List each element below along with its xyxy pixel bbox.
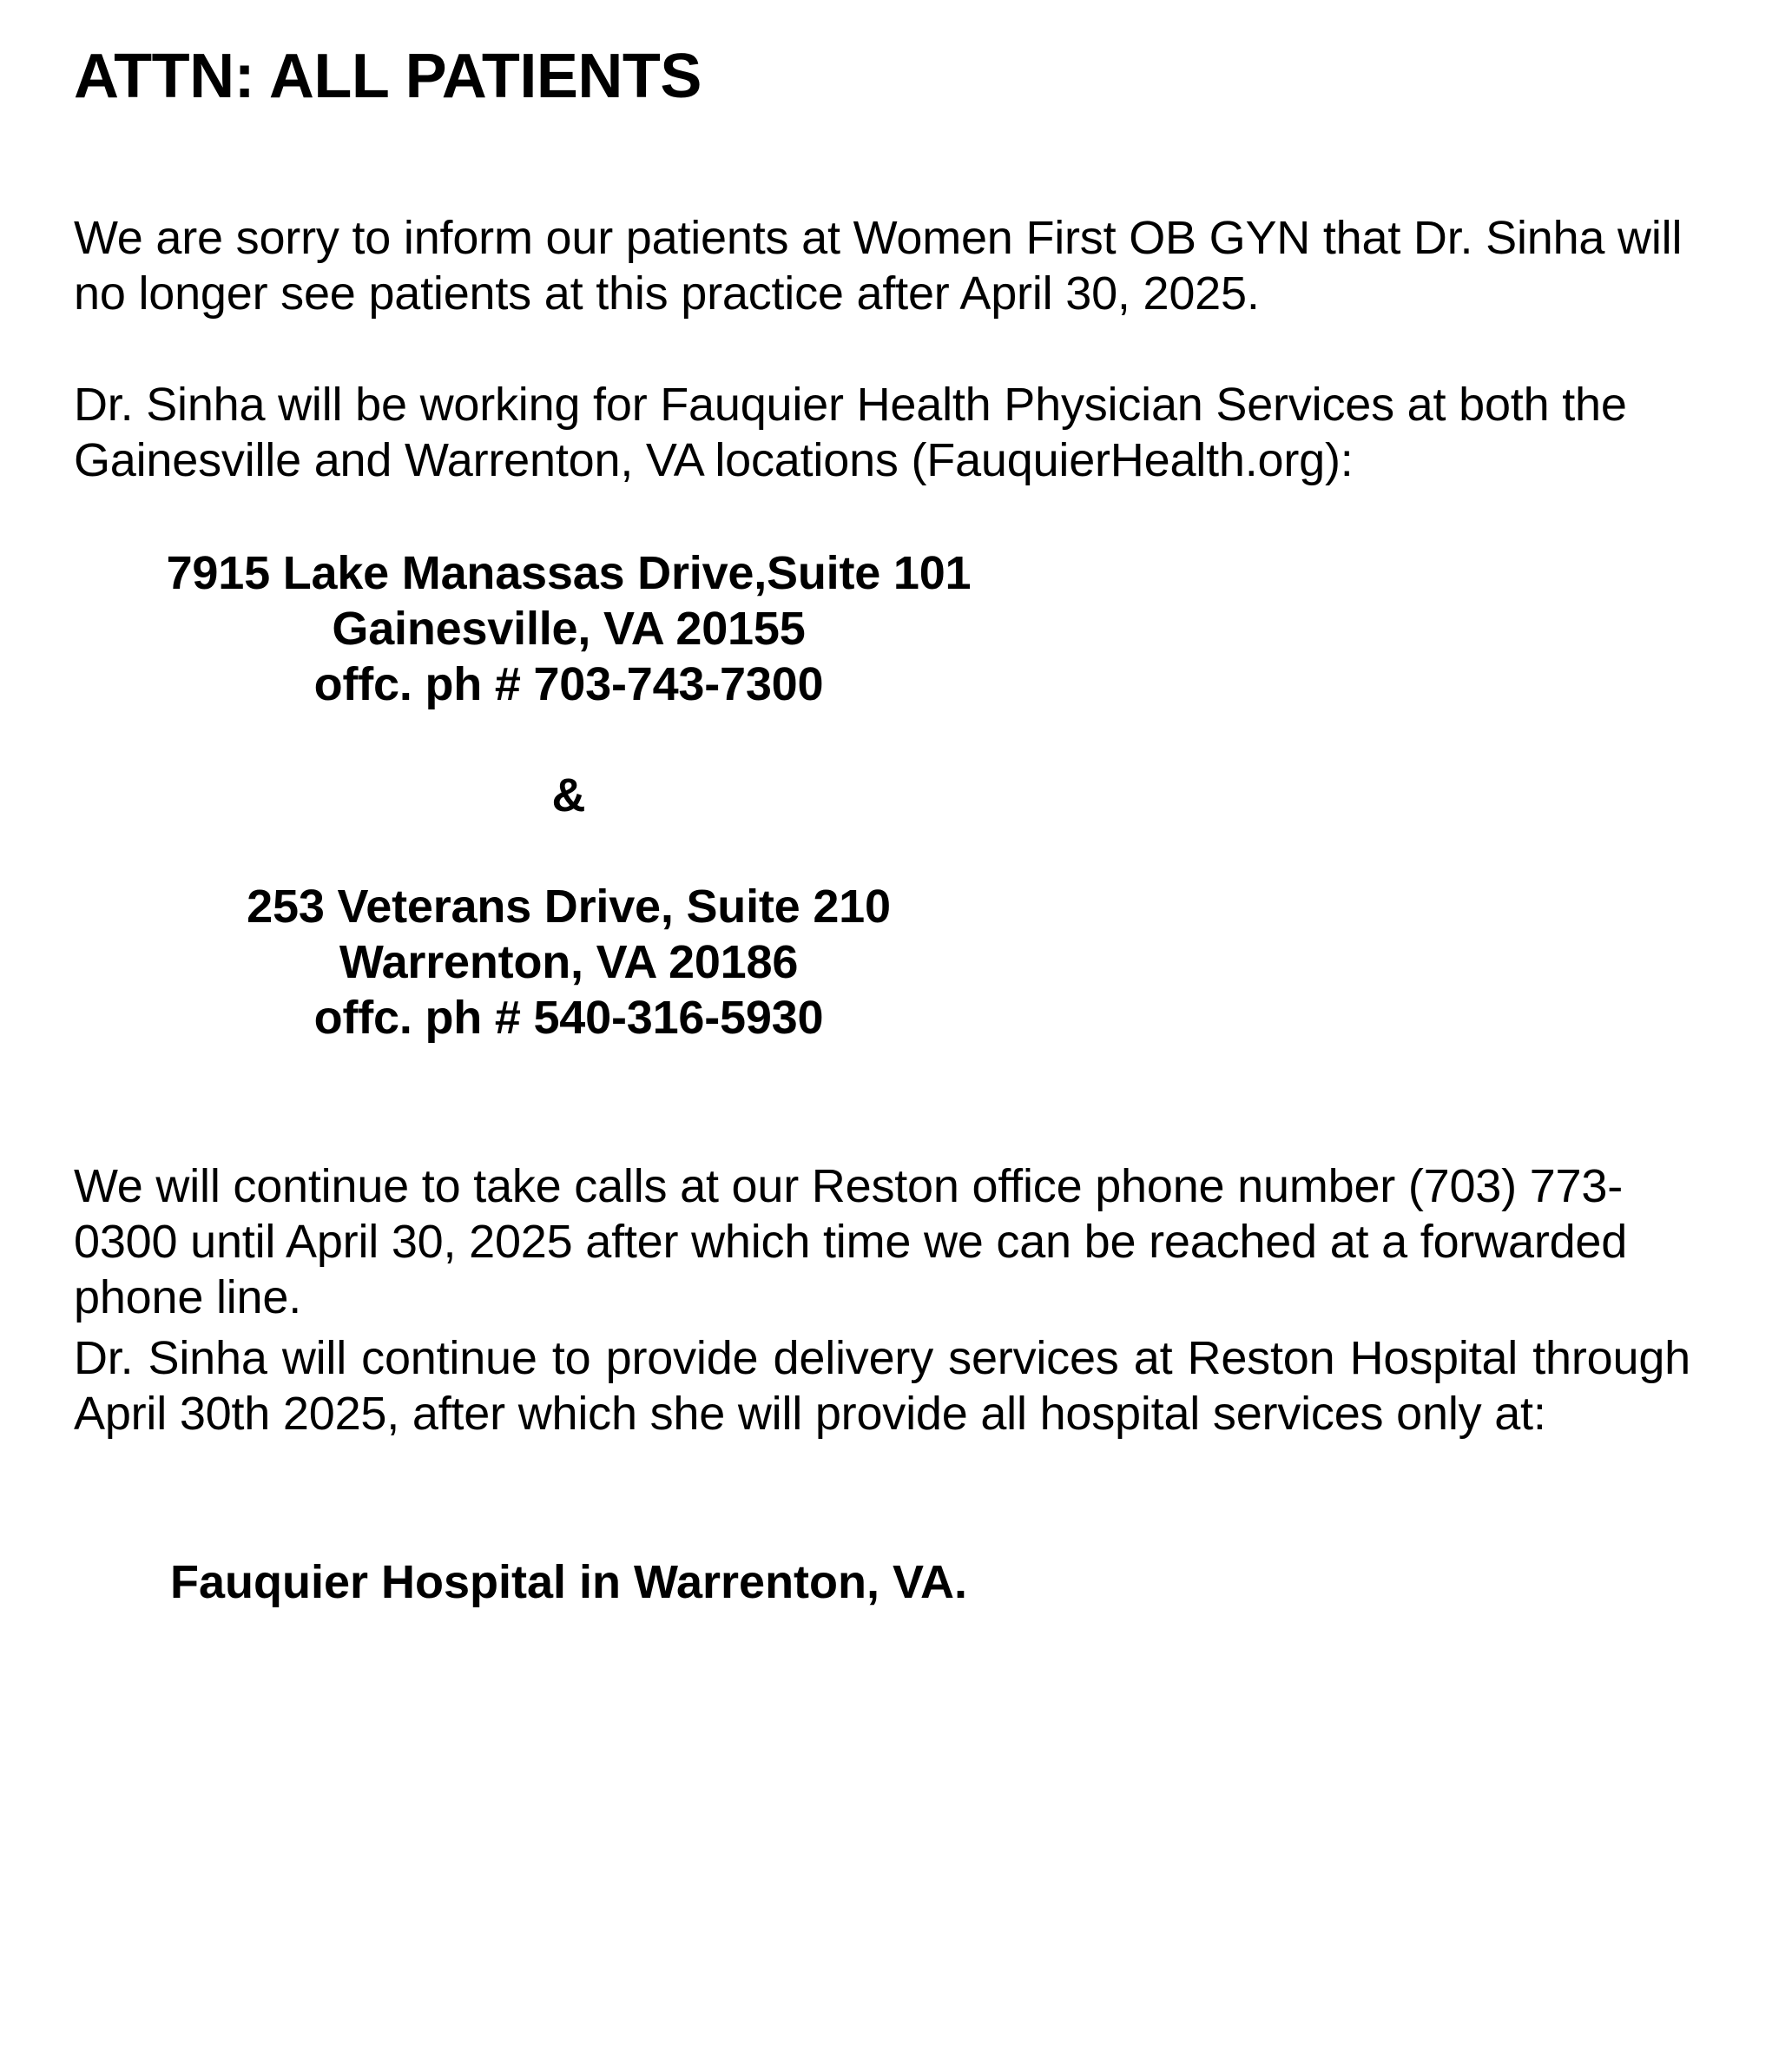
address-separator-ampersand: &	[551, 769, 586, 821]
spacer	[74, 1045, 1690, 1158]
address-phone: offc. ph # 703-743-7300	[313, 658, 824, 710]
spacer	[74, 488, 1690, 545]
hospital-name: Fauquier Hospital in Warrenton, VA.	[169, 1556, 968, 1608]
page-title: ATTN: ALL PATIENTS	[74, 42, 702, 111]
notice-content	[74, 0, 1690, 1610]
spacer	[74, 108, 1690, 210]
address-street: 253 Veterans Drive, Suite 210	[247, 881, 891, 933]
paragraph-hospital-services: Dr. Sinha will continue to provide delivery services at Reston Hospital through April 30th 2025, after which she will provide all hospital services only at:	[74, 1332, 1690, 1440]
spacer	[74, 712, 1690, 768]
address-city-state-zip: Gainesville, VA 20155	[332, 603, 806, 655]
spacer	[74, 321, 1690, 377]
address-phone: offc. ph # 540-316-5930	[313, 992, 824, 1044]
spacer	[74, 823, 1690, 879]
spacer	[74, 1441, 1690, 1554]
address-street: 7915 Lake Manassas Drive,Suite 101	[166, 547, 972, 599]
address-city-state-zip: Warrenton, VA 20186	[339, 936, 799, 988]
paragraph-departure-notice: We are sorry to inform our patients at Women First OB GYN that Dr. Sinha will no longer see patients at this practice after April 30, 2025.	[74, 212, 1683, 320]
paragraph-new-employer: Dr. Sinha will be working for Fauquier Health Physician Services at both the Gainesville and Warrenton, VA locations (FauquierHealth.org):	[74, 379, 1627, 486]
address-warrenton	[74, 879, 1064, 1045]
paragraph-phone-forwarding: We will continue to take calls at our Reston office phone number (703) 773-0300 until April 30, 2025 after which time we can be reached at a forwarded phone line.	[74, 1160, 1628, 1323]
address-gainesville	[74, 545, 1064, 712]
